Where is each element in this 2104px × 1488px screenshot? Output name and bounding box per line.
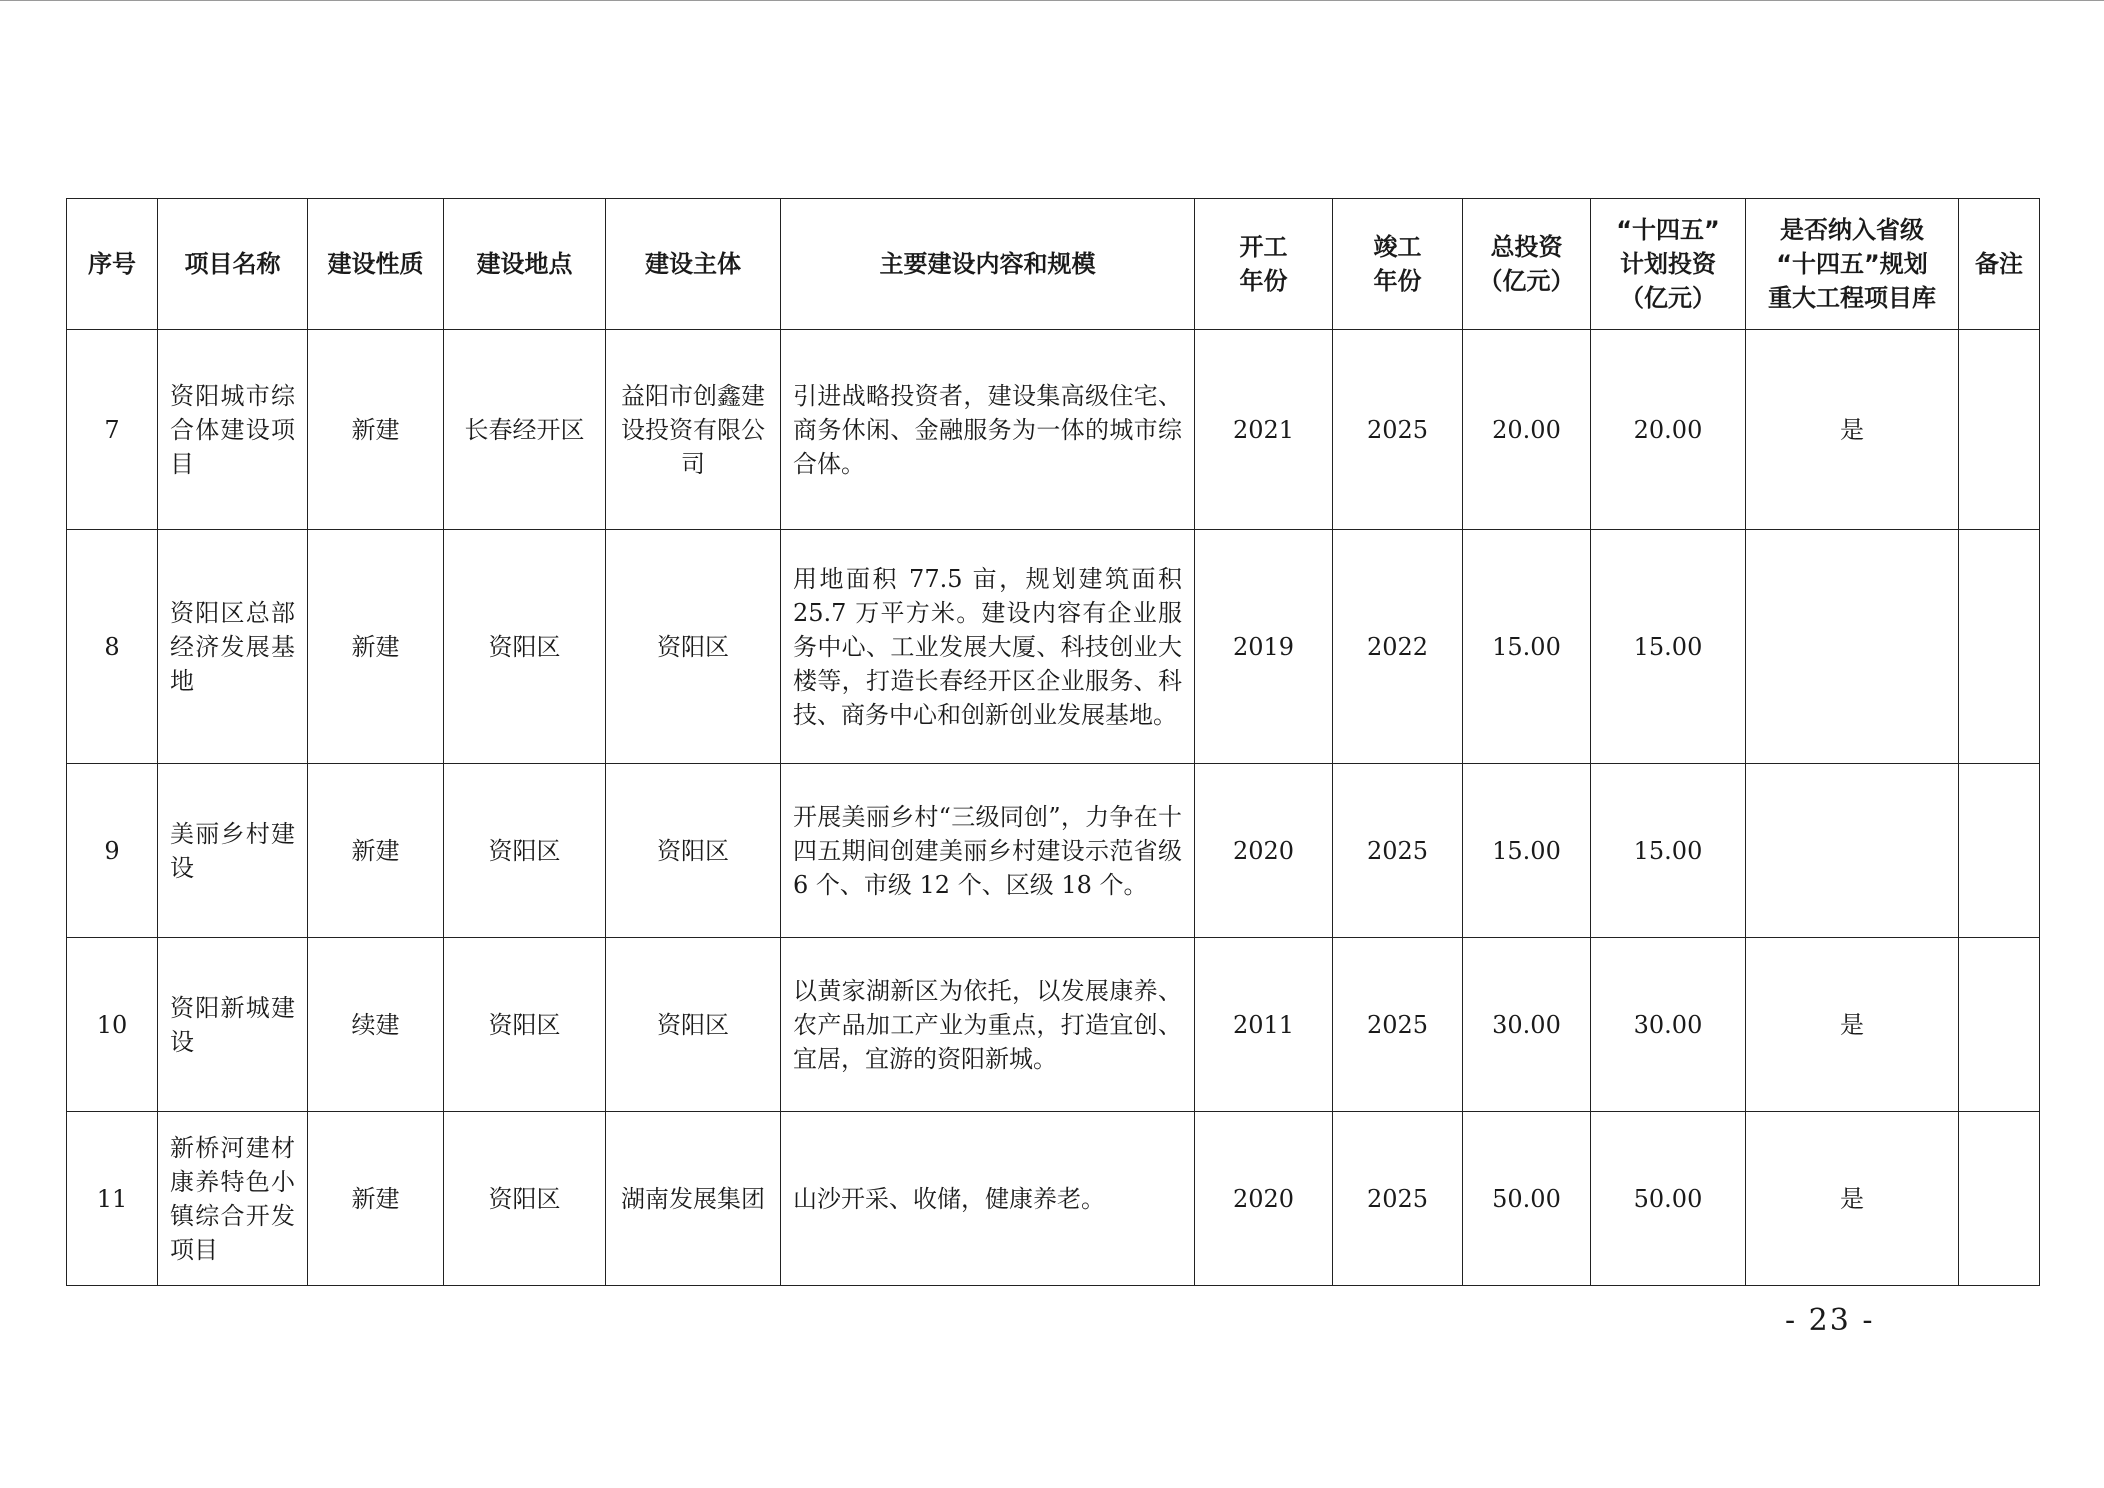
header-total-line2: （亿元）	[1478, 267, 1575, 295]
cell-location: 资阳区	[444, 1112, 606, 1286]
cell-total-investment: 15.00	[1463, 764, 1591, 938]
cell-nature: 新建	[308, 1112, 444, 1286]
header-plan-line3: （亿元）	[1620, 284, 1716, 312]
cell-content: 以黄家湖新区为依托，以发展康养、农产品加工产业为重点，打造宜创、宜居，宜游的资阳新城。	[781, 938, 1195, 1112]
table-row	[67, 530, 2040, 764]
cell-remark	[1959, 938, 2040, 1112]
table-row	[67, 330, 2040, 530]
cell-name: 资阳新城建设	[158, 938, 308, 1112]
cell-end-year: 2025	[1333, 1112, 1463, 1286]
cell-seq: 10	[67, 938, 158, 1112]
cell-remark	[1959, 330, 2040, 530]
cell-start-year: 2020	[1195, 1112, 1333, 1286]
cell-start-year: 2019	[1195, 530, 1333, 764]
cell-included: 是	[1746, 330, 1959, 530]
cell-seq: 7	[67, 330, 158, 530]
page-number: - 23 -	[1785, 1303, 1875, 1338]
cell-owner: 资阳区	[606, 938, 781, 1112]
page-top-border	[0, 0, 2104, 1]
table-header-row	[67, 199, 2040, 330]
header-end-line1: 竣工	[1373, 233, 1422, 261]
cell-total-investment: 15.00	[1463, 530, 1591, 764]
cell-included	[1746, 530, 1959, 764]
cell-name: 资阳区总部经济发展基地	[158, 530, 308, 764]
cell-owner: 资阳区	[606, 764, 781, 938]
cell-end-year: 2025	[1333, 330, 1463, 530]
cell-location: 资阳区	[444, 938, 606, 1112]
cell-seq: 9	[67, 764, 158, 938]
cell-nature: 新建	[308, 530, 444, 764]
cell-total-investment: 50.00	[1463, 1112, 1591, 1286]
cell-included	[1746, 764, 1959, 938]
header-plan-line1: “十四五”	[1616, 216, 1720, 244]
cell-location: 长春经开区	[444, 330, 606, 530]
cell-seq: 11	[67, 1112, 158, 1286]
header-start-line2: 年份	[1239, 267, 1288, 295]
header-total-investment	[1463, 199, 1591, 330]
cell-seq: 8	[67, 530, 158, 764]
header-start-year	[1195, 199, 1333, 330]
cell-remark	[1959, 530, 2040, 764]
cell-plan-investment: 30.00	[1591, 938, 1746, 1112]
cell-content: 引进战略投资者，建设集高级住宅、商务休闲、金融服务为一体的城市综合体。	[781, 330, 1195, 530]
cell-included: 是	[1746, 938, 1959, 1112]
header-content: 主要建设内容和规模	[781, 199, 1195, 330]
cell-name: 新桥河建材康养特色小镇综合开发项目	[158, 1112, 308, 1286]
cell-total-investment: 30.00	[1463, 938, 1591, 1112]
cell-included: 是	[1746, 1112, 1959, 1286]
table-row	[67, 1112, 2040, 1286]
cell-end-year: 2025	[1333, 938, 1463, 1112]
project-table	[66, 198, 2040, 1286]
cell-owner: 益阳市创鑫建设投资有限公司	[606, 330, 781, 530]
cell-nature: 续建	[308, 938, 444, 1112]
cell-start-year: 2011	[1195, 938, 1333, 1112]
cell-plan-investment: 20.00	[1591, 330, 1746, 530]
header-owner: 建设主体	[606, 199, 781, 330]
cell-end-year: 2022	[1333, 530, 1463, 764]
cell-owner: 湖南发展集团	[606, 1112, 781, 1286]
cell-nature: 新建	[308, 330, 444, 530]
cell-start-year: 2020	[1195, 764, 1333, 938]
cell-name: 美丽乡村建设	[158, 764, 308, 938]
header-plan-line2: 计划投资	[1620, 250, 1716, 278]
header-remark: 备注	[1959, 199, 2040, 330]
cell-content: 山沙开采、收储，健康养老。	[781, 1112, 1195, 1286]
cell-location: 资阳区	[444, 530, 606, 764]
cell-plan-investment: 15.00	[1591, 530, 1746, 764]
cell-name: 资阳城市综合体建设项目	[158, 330, 308, 530]
header-end-year	[1333, 199, 1463, 330]
cell-start-year: 2021	[1195, 330, 1333, 530]
cell-total-investment: 20.00	[1463, 330, 1591, 530]
cell-remark	[1959, 1112, 2040, 1286]
header-start-line1: 开工	[1239, 233, 1288, 261]
cell-end-year: 2025	[1333, 764, 1463, 938]
cell-content: 开展美丽乡村“三级同创”，力争在十四五期间创建美丽乡村建设示范省级 6 个、市级 12 个、区级 18 个。	[781, 764, 1195, 938]
cell-location: 资阳区	[444, 764, 606, 938]
header-plan-investment	[1591, 199, 1746, 330]
header-included-line1: 是否纳入省级	[1780, 216, 1924, 244]
header-nature: 建设性质	[308, 199, 444, 330]
table-row	[67, 938, 2040, 1112]
table-row	[67, 764, 2040, 938]
header-total-line1: 总投资	[1490, 233, 1563, 261]
cell-owner: 资阳区	[606, 530, 781, 764]
header-location: 建设地点	[444, 199, 606, 330]
header-name: 项目名称	[158, 199, 308, 330]
header-included-line3: 重大工程项目库	[1768, 284, 1936, 312]
cell-plan-investment: 15.00	[1591, 764, 1746, 938]
header-included-line2: “十四五”规划	[1776, 250, 1928, 278]
cell-remark	[1959, 764, 2040, 938]
cell-nature: 新建	[308, 764, 444, 938]
header-end-line2: 年份	[1373, 267, 1422, 295]
cell-content: 用地面积 77.5 亩，规划建筑面积 25.7 万平方米。建设内容有企业服务中心、工业发展大厦、科技创业大楼等，打造长春经开区企业服务、科技、商务中心和创新创业发展基地。	[781, 530, 1195, 764]
cell-plan-investment: 50.00	[1591, 1112, 1746, 1286]
header-included	[1746, 199, 1959, 330]
header-seq: 序号	[67, 199, 158, 330]
